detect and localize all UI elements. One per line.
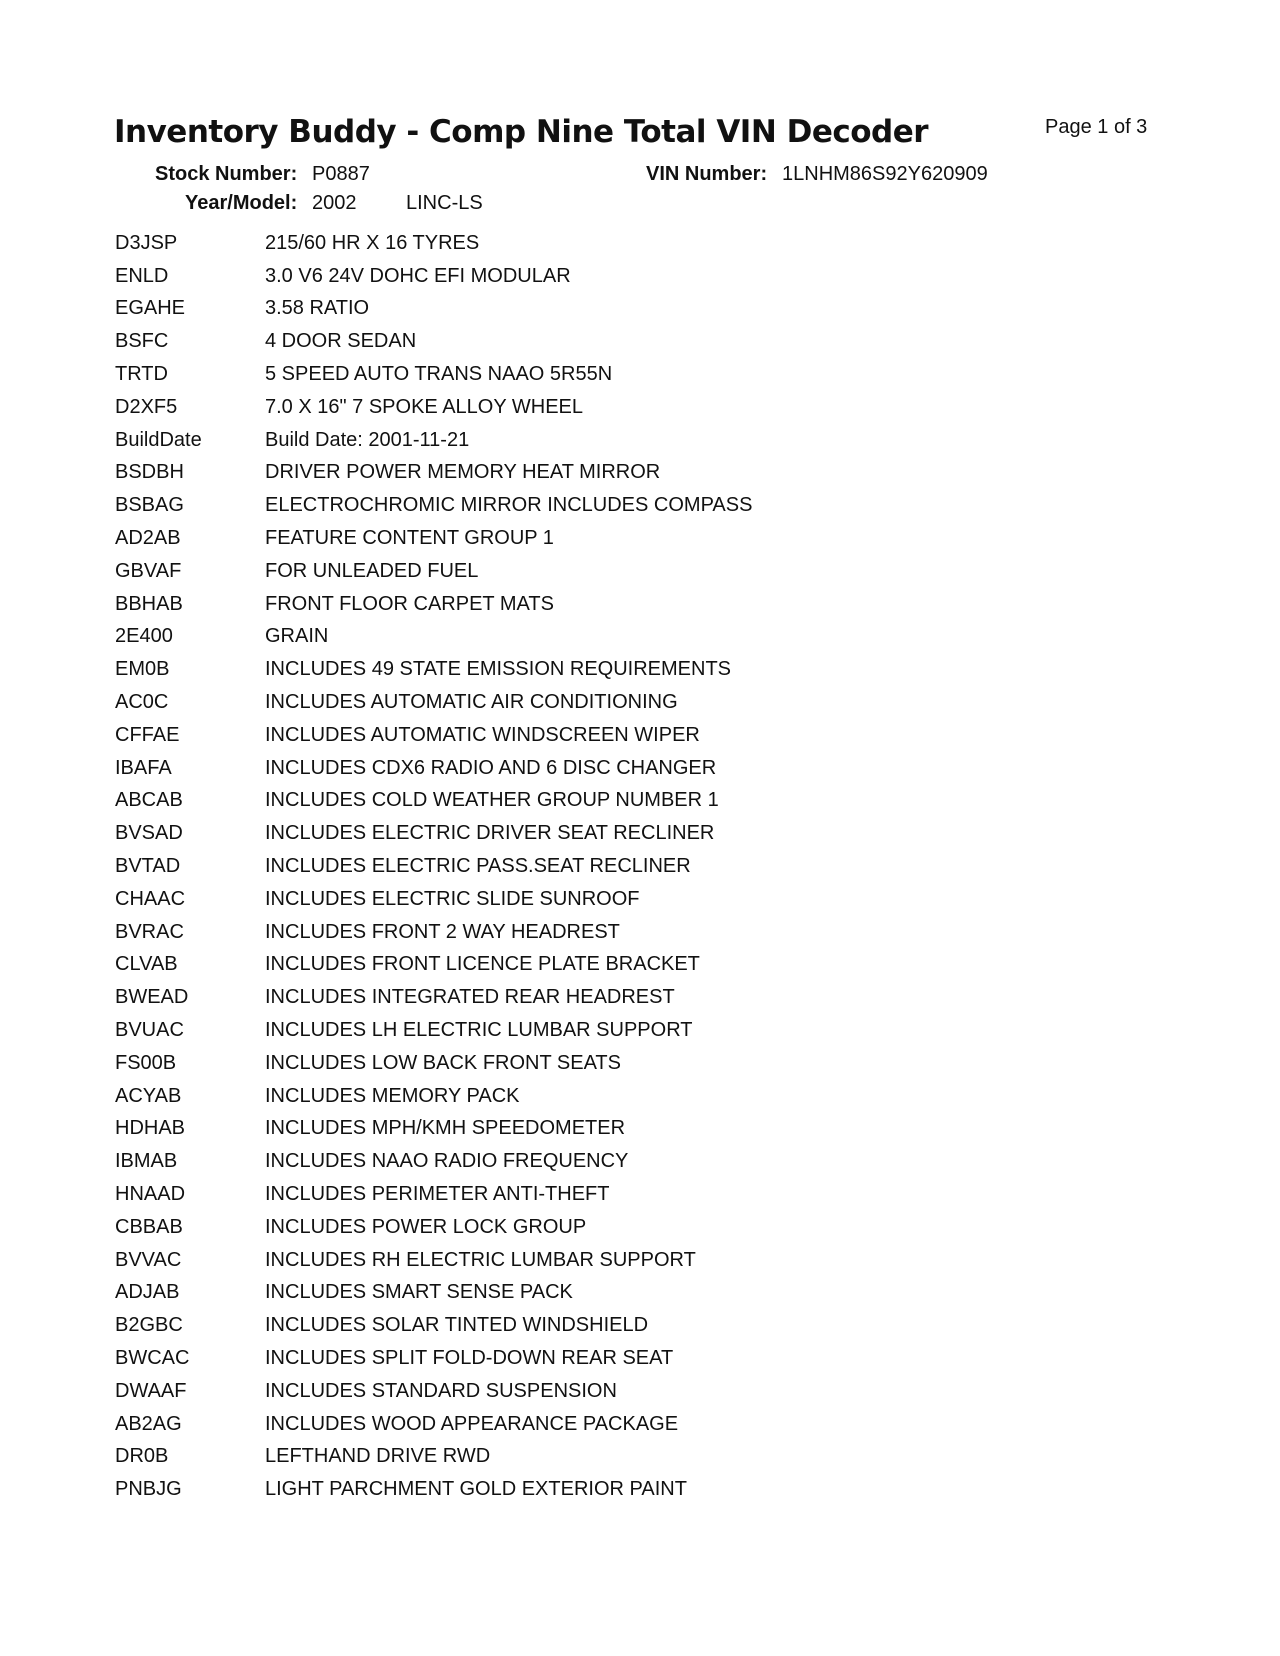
code-row [115,752,1015,785]
code-row [115,1277,1015,1310]
option-description: INCLUDES COLD WEATHER GROUP NUMBER 1 [265,789,719,812]
code-row [115,1178,1015,1211]
option-code: BBHAB [115,592,183,615]
code-row [115,358,1015,391]
option-description: INCLUDES CDX6 RADIO AND 6 DISC CHANGER [265,756,717,779]
option-description: INCLUDES NAAO RADIO FREQUENCY [265,1150,629,1173]
option-description: INCLUDES SMART SENSE PACK [265,1281,573,1304]
option-code: PNBJG [115,1478,182,1501]
option-description: ELECTROCHROMIC MIRROR INCLUDES COMPASS [265,494,753,517]
code-row [115,1113,1015,1146]
option-description: INCLUDES ELECTRIC PASS.SEAT RECLINER [265,855,691,878]
option-description: INCLUDES FRONT LICENCE PLATE BRACKET [265,953,700,976]
code-row [115,1342,1015,1375]
code-row [115,325,1015,358]
option-code: ACYAB [115,1084,182,1107]
vin-number-value: 1LNHM86S92Y620909 [782,163,988,185]
option-description: INCLUDES SPLIT FOLD-DOWN REAR SEAT [265,1346,674,1369]
option-code: EGAHE [115,297,186,320]
code-row [115,981,1015,1014]
option-code: ABCAB [115,789,183,812]
option-code: DWAAF [115,1379,187,1402]
option-code: BuildDate [115,428,202,451]
option-code: BSBAG [115,494,184,517]
code-row [115,850,1015,883]
option-code: ADJAB [115,1281,180,1304]
code-row [115,883,1015,916]
option-code: BVVAC [115,1248,182,1271]
page-indicator: Page 1 of 3 [1045,116,1148,138]
code-row [115,1080,1015,1113]
option-description: 4 DOOR SEDAN [265,330,417,353]
option-code: HDHAB [115,1117,186,1140]
code-row [115,686,1015,719]
stock-number-label: Stock Number: [155,163,298,185]
option-description: 3.58 RATIO [265,297,370,320]
code-row [115,555,1015,588]
option-description: INCLUDES MEMORY PACK [265,1084,520,1107]
option-code: IBMAB [115,1150,178,1173]
code-row [115,916,1015,949]
option-description: INCLUDES MPH/KMH SPEEDOMETER [265,1117,626,1140]
option-code: CLVAB [115,953,178,976]
model-value: LINC-LS [406,192,483,214]
option-code: BVUAC [115,1019,184,1042]
option-description: INCLUDES POWER LOCK GROUP [265,1215,587,1238]
option-description: 5 SPEED AUTO TRANS NAAO 5R55N [265,363,613,386]
code-row [115,1375,1015,1408]
option-description: INCLUDES RH ELECTRIC LUMBAR SUPPORT [265,1248,696,1271]
option-description: 215/60 HR X 16 TYRES [265,231,480,254]
option-code: EM0B [115,658,170,681]
code-row [115,489,1015,522]
option-code: DR0B [115,1445,169,1468]
code-row [115,653,1015,686]
option-description: FRONT FLOOR CARPET MATS [265,592,554,615]
option-description: INCLUDES LOW BACK FRONT SEATS [265,1051,621,1074]
option-description: INCLUDES PERIMETER ANTI-THEFT [265,1183,610,1205]
option-code: BWCAC [115,1346,190,1369]
option-code-list [115,227,1015,1506]
option-code: CHAAC [115,887,186,910]
code-row [115,1440,1015,1473]
option-description: INCLUDES LH ELECTRIC LUMBAR SUPPORT [265,1019,693,1042]
option-description: 3.0 V6 24V DOHC EFI MODULAR [265,264,571,287]
option-description: Build Date: 2001-11-21 [265,428,470,451]
code-row [115,424,1015,457]
option-description: INCLUDES 49 STATE EMISSION REQUIREMENTS [265,658,732,681]
code-row [115,817,1015,850]
option-code: AB2AG [115,1412,182,1435]
code-row [115,785,1015,818]
code-row [115,1408,1015,1441]
option-description: INCLUDES WOOD APPEARANCE PACKAGE [265,1412,679,1435]
option-code: BWEAD [115,986,189,1009]
option-description: GRAIN [265,625,329,648]
option-description: FEATURE CONTENT GROUP 1 [265,527,554,550]
option-description: INCLUDES SOLAR TINTED WINDSHIELD [265,1314,649,1337]
option-code: IBAFA [115,756,172,779]
code-row [115,293,1015,326]
option-code: FS00B [115,1051,177,1074]
option-description: INCLUDES STANDARD SUSPENSION [265,1379,617,1402]
code-row [115,391,1015,424]
option-code: HNAAD [115,1183,186,1205]
code-row [115,719,1015,752]
code-row [115,621,1015,654]
code-row [115,1145,1015,1178]
code-row [115,588,1015,621]
code-row [115,949,1015,982]
option-description: 7.0 X 16" 7 SPOKE ALLOY WHEEL [265,395,584,418]
option-code: BVSAD [115,822,183,845]
option-code: ENLD [115,264,169,287]
code-row [115,1473,1015,1506]
option-code: BSFC [115,330,169,353]
option-code: AC0C [115,691,169,714]
option-description: INCLUDES ELECTRIC SLIDE SUNROOF [265,887,640,910]
option-code: BVRAC [115,920,184,943]
option-description: FOR UNLEADED FUEL [265,559,479,582]
option-description: DRIVER POWER MEMORY HEAT MIRROR [265,461,661,484]
year-value: 2002 [312,192,357,214]
option-description: LIGHT PARCHMENT GOLD EXTERIOR PAINT [265,1478,687,1501]
option-code: 2E400 [115,625,173,648]
stock-number-value: P0887 [312,163,370,185]
vin-number-label: VIN Number: [646,163,768,185]
option-code: TRTD [115,363,168,386]
option-code: AD2AB [115,527,181,550]
page-title: Inventory Buddy - Comp Nine Total VIN Decoder [114,114,929,150]
code-row [115,260,1015,293]
code-row [115,1309,1015,1342]
option-description: INCLUDES ELECTRIC DRIVER SEAT RECLINER [265,822,715,845]
option-code: B2GBC [115,1314,183,1337]
code-row [115,1047,1015,1080]
option-description: INCLUDES AUTOMATIC WINDSCREEN WIPER [265,723,700,746]
option-description: INCLUDES INTEGRATED REAR HEADREST [265,986,675,1009]
option-code: D3JSP [115,231,178,254]
option-description: INCLUDES FRONT 2 WAY HEADREST [265,920,620,943]
option-code: D2XF5 [115,395,178,418]
option-code: BVTAD [115,855,181,878]
code-row [115,227,1015,260]
code-row [115,457,1015,490]
option-code: CFFAE [115,723,180,746]
option-description: LEFTHAND DRIVE RWD [265,1445,491,1468]
code-row [115,522,1015,555]
option-code: BSDBH [115,461,184,484]
option-code: CBBAB [115,1215,183,1238]
option-description: INCLUDES AUTOMATIC AIR CONDITIONING [265,691,678,714]
option-code: GBVAF [115,559,182,582]
code-row [115,1244,1015,1277]
code-row [115,1014,1015,1047]
code-row [115,1211,1015,1244]
year-model-label: Year/Model: [185,192,298,214]
